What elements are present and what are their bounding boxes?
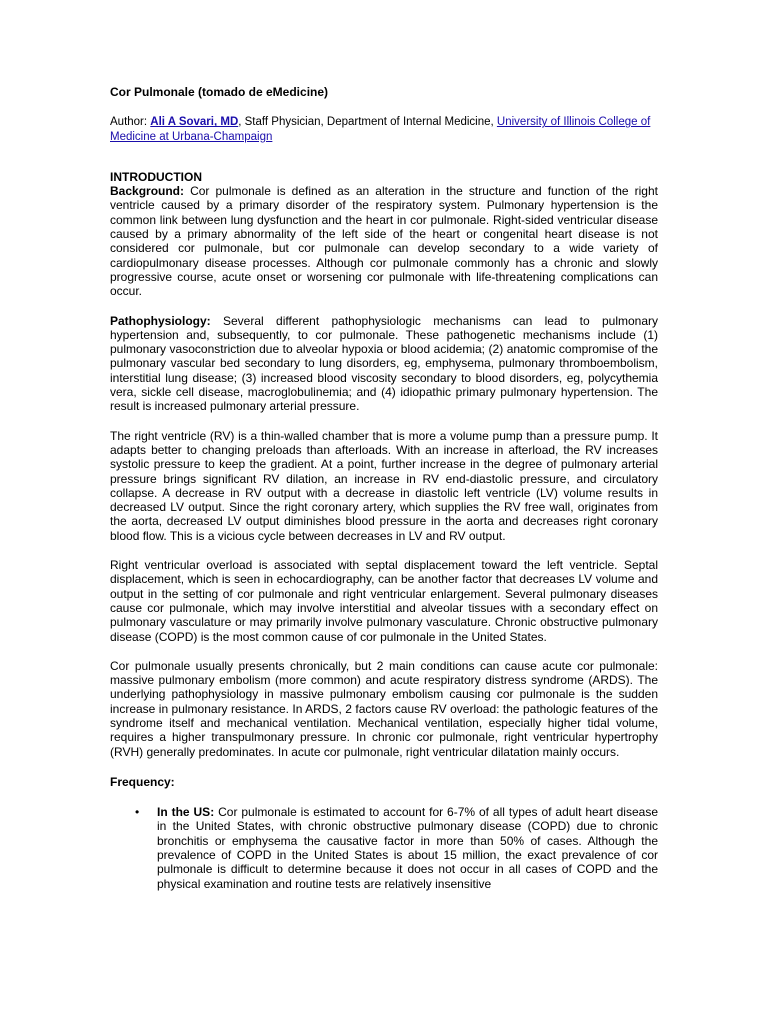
background-paragraph	[110, 184, 658, 298]
author-name-link[interactable]: Ali A Sovari, MD	[150, 116, 239, 129]
right-ventricle-paragraph: The right ventricle (RV) is a thin-walled chamber that is more a volume pump than a pressure pump. It adapts better to changing preloads than afterloads. With an increase in afterload, the RV increases systolic pressure to keep the gradient. At a point, further increase in the degree of pulmonary arterial pressure brings significant RV dilation, an increase in RV end-diastolic pressure, and circulatory collapse. A decrease in RV output with a decrease in diastolic left ventricle (LV) volume results in decreased LV output. Since the right coronary artery, which supplies the RV free wall, originates from the aorta, decreased LV output diminishes blood pressure in the aorta and decreases right coronary blood flow. This is a vicious cycle between decreases in LV and RV output.	[110, 428, 658, 543]
ventricular-overload-paragraph: Right ventricular overload is associated with septal displacement toward the left ventricle. Septal displacement, which is seen in echocardiography, can be another factor that decreases LV volume and output in the setting of cor pulmonale and right ventricular enlargement. Several pulmonary diseases cause cor pulmonale, which may involve interstitial and alveolar tissues with a secondary effect on pulmonary vasculature or may primarily involve pulmonary vasculature. Chronic obstructive pulmonary disease (COPD) is the most common cause of cor pulmonale in the United States.	[110, 558, 658, 644]
pathophysiology-label: Pathophysiology:	[110, 313, 211, 328]
frequency-heading: Frequency:	[110, 774, 175, 789]
document-title: Cor Pulmonale (tomado de eMedicine)	[110, 85, 329, 99]
background-text: Cor pulmonale is defined as an alteration in the structure and function of the right ventricle caused by a primary disorder of the respiratory system. Pulmonary hypertension is the common link between lung dysfunction and the heart in cor pulmonale. Right-sided ventricular disease caused by a primary abnormality of the left side of the heart or congenital heart disease is not considered cor pulmonale, but cor pulmonale can develop secondary to a wide variety of cardiopulmonary disease processes. Although cor pulmonale commonly has a chronic and slowly progressive course, acute onset or worsening cor pulmonale with life-threatening complications can occur.	[110, 184, 658, 299]
author-role: , Staff Physician, Department of Internal Medicine,	[238, 116, 497, 129]
us-label: In the US:	[157, 805, 215, 820]
author-line	[110, 115, 658, 144]
background-label: Background:	[110, 184, 185, 199]
introduction-section	[110, 184, 658, 759]
bullet-icon: •	[135, 805, 140, 820]
author-prefix: Author:	[110, 116, 151, 129]
pathophysiology-paragraph	[110, 314, 658, 414]
document-page	[110, 85, 658, 891]
frequency-list	[110, 805, 658, 891]
list-item	[135, 805, 658, 891]
pathophysiology-text: Several different pathophysiologic mechanisms can lead to pulmonary hypertension and, subsequently, to cor pulmonale. These pathogenetic mechanisms include (1) pulmonary vasoconstriction due to alveolar hypoxia or blood acidemia; (2) anatomic compromise of the pulmonary vascular bed secondary to lung disorders, eg, emphysema, pulmonary thromboembolism, interstitial lung disease; (3) increased blood viscosity secondary to blood disorders, eg, polycythemia vera, sickle cell disease, macroglobulinemia; and (4) idiopathic primary pulmonary hypertension. The result is increased pulmonary arterial pressure.	[110, 313, 658, 414]
author-affiliation-link[interactable]: University of Illinois College of Medicine at Urbana-Champaign	[110, 116, 651, 143]
us-text: Cor pulmonale is estimated to account for 6-7% of all types of adult heart disease in the United States, with chronic obstructive pulmonary disease (COPD) due to chronic bronchitis or emphysema the causative factor in more than 50% of cases. Although the prevalence of COPD in the United States is about 15 million, the exact prevalence of cor pulmonale is difficult to determine because it does not occur in all cases of COPD and the physical examination and routine tests are relatively insensitive	[157, 805, 658, 891]
acute-cor-pulmonale-paragraph: Cor pulmonale usually presents chronically, but 2 main conditions can cause acute cor pulmonale: massive pulmonary embolism (more common) and acute respiratory distress syndrome (ARDS). The underlying pathophysiology in massive pulmonary embolism causing cor pulmonale is the sudden increase in pulmonary resistance. In ARDS, 2 factors cause RV overload: the pathologic features of the syndrome itself and mechanical ventilation. Mechanical ventilation, especially higher tidal volume, requires a higher transpulmonary pressure. In chronic cor pulmonale, right ventricular hypertrophy (RVH) generally predominates. In acute cor pulmonale, right ventricular dilatation mainly occurs.	[110, 658, 658, 759]
introduction-heading: INTRODUCTION	[110, 169, 202, 184]
